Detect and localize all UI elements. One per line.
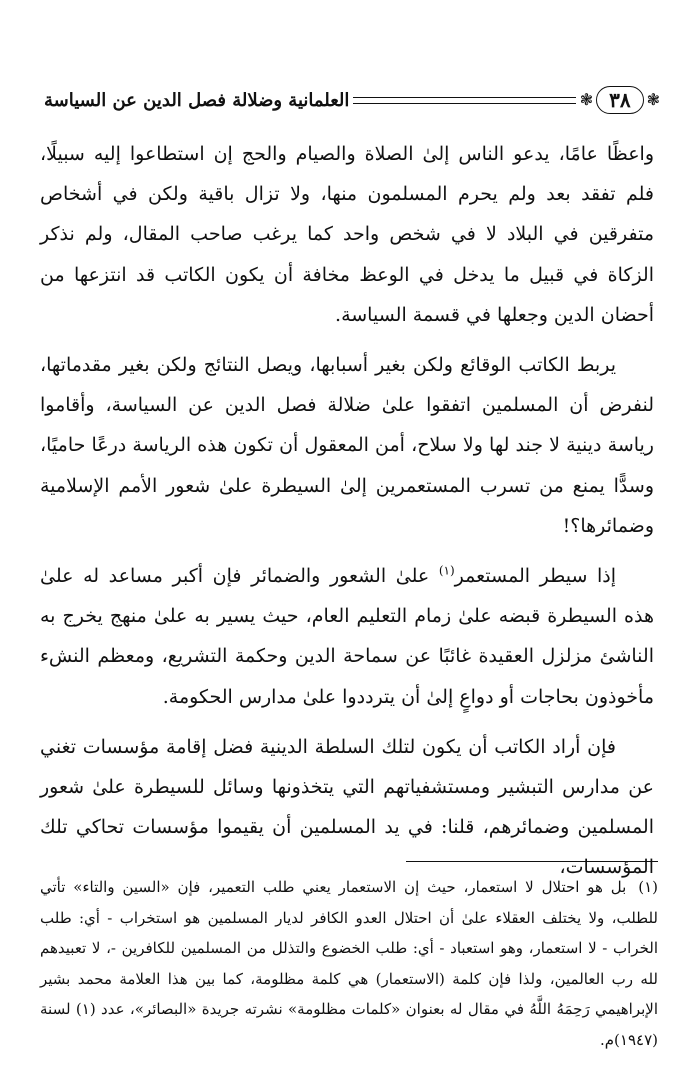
paragraph-rest: علىٰ الشعور والضمائر فإن أكبر مساعد له علىٰ هذه السيطرة قبضه علىٰ زمام التعليم العام، حيث يسير به علىٰ منهج يخرج به الناشئ مزلزل العقيدة غائبًا عن سماحة الدين وحكمة التشريع، ومعظم النشء مأخوذون بحاجات أو دواعٍ إلىٰ أن يترددوا علىٰ مدارس الحكومة. [40,565,654,708]
footnote [40,872,658,1056]
footnote-reference: (١) [438,563,455,578]
page-number: ٣٨ [596,86,643,114]
floral-ornament-icon: ❃ [579,90,594,109]
footnote-number: (١) [638,878,658,896]
footnote-separator [406,861,658,862]
body-text [40,134,654,898]
footnote-text: بل هو احتلال لا استعمار، حيث إن الاستعمار يعني طلب التعمير، فإن «السين والتاء» تأتي للطلب، ولا يختلف العقلاء علىٰ أن احتلال العدو الكافر لديار المسلمين هو استخراب - أي: طلب الخراب - لا استعمار، وهو استعباد - أي: طلب الخضوع والتذلل من المسلمين للكافرين -، لا تعبيدهم لله رب العالمين، ولذا فإن كلمة (الاستعمار) هي كلمة مظلومة، كما بين هذا العلامة محمد بشير الإبراهيمي رَحِمَهُ اللَّهُ في مقال له بعنوان «كلمات مظلومة» نشرته جريدة «البصائر»، عدد (١) لسنة (١٩٤٧)م. [40,878,659,1049]
paragraph: يربط الكاتب الوقائع ولكن بغير أسبابها، ويصل النتائج ولكن بغير مقدماتها، لنفرض أن المسلمين اتفقوا علىٰ ضلالة فصل الدين عن السياسة، وأقاموا رياسة دينية لا جند لها ولا سلاح، أمن المعقول أن تكون هذه الرياسة درعًا حاميًا، وسدًّا يمنع من تسرب المستعمرين إلىٰ السيطرة علىٰ شعور الأمم الإسلامية وضمائرها؟! [40,354,654,537]
paragraph: واعظًا عامًا، يدعو الناس إلىٰ الصلاة والصيام والحج إن استطاعوا إليه سبيلًا، فلم تفقد بعد ولم يحرم المسلمون منها، ولا تزال باقية ولكن في أشخاص متفرقين في البلاد لا في شخص واحد كما يرغب صاحب المقال، ولم نذكر الزكاة في قبيل ما يدخل في الوعظ مخافة أن يكون الكاتب قد انتزعها من أحضان الدين وجعلها في قسمة السياسة. [40,143,655,326]
paragraph [40,556,654,717]
paragraph: فإن أراد الكاتب أن يكون لتلك السلطة الدينية فضل إقامة مؤسسات تغني عن مدارس التبشير ومستشفياتهم التي يتخذونها وسائل للسيطرة علىٰ شعور المسلمين وضمائرهم، قلنا: في يد المسلمين أن يقيموا مؤسسات تحاكي تلك المؤسسات، [40,735,654,879]
paragraph-lead: إذا سيطر المستعمر [454,565,616,588]
page-number-ornament [580,86,660,114]
floral-ornament-icon: ❃ [646,90,660,109]
page-header [30,82,660,118]
header-rule [353,97,575,104]
running-title: العلمانية وضلالة فصل الدين عن السياسة [44,89,350,111]
